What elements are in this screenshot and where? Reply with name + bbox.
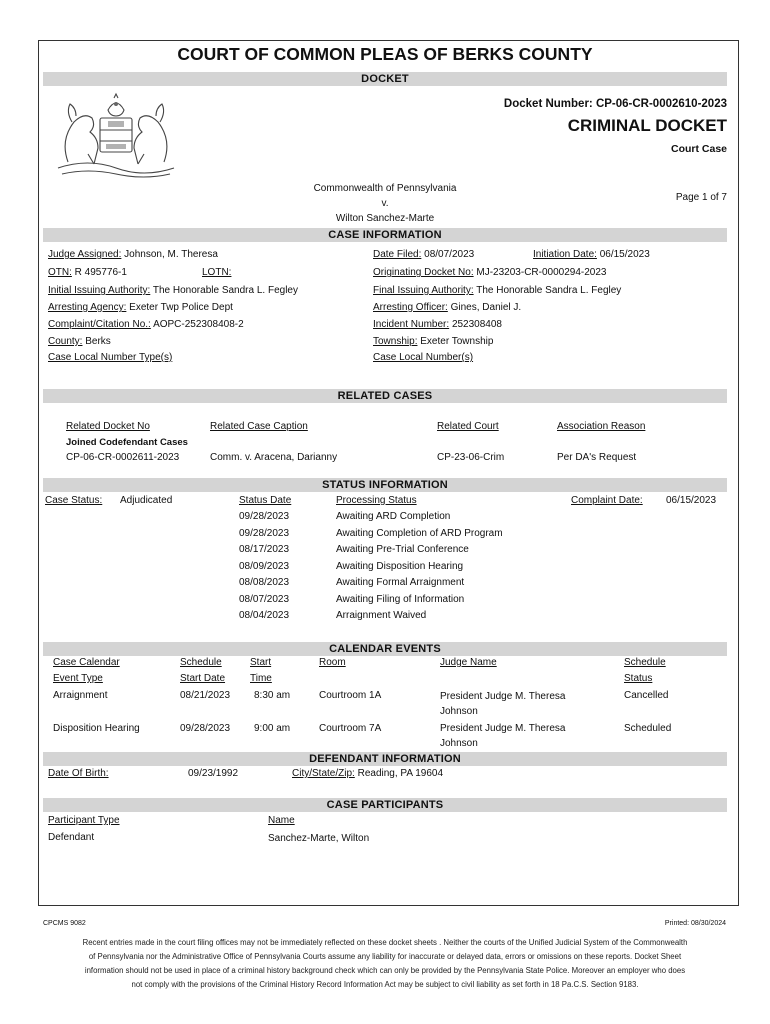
- disclaimer: Recent entries made in the court filing offices may not be immediately reflected on these docket sheets . Neither the courts of the Unified Judicial System of the Commonwealth of Pennsylvania nor the Administrative Office of Pennsylvania Courts assume any liability for inaccurate or delayed data, errors or omissions on these reports. Docket Sheet information should not be used in place of a criminal history background check which can only be provided by the Pennsylvania State Police. Moreover an employer who does not comply with the provisions of the Criminal History Record Information Act may be subject to civil liability as set forth in 18 Pa.C.S. Section 9183.: [82, 938, 688, 989]
- col-room: Room: [319, 657, 346, 668]
- caption-versus: v.: [381, 198, 389, 209]
- event-time: 9:00 am: [254, 723, 291, 734]
- case-local-numbers: Case Local Number(s): [373, 352, 474, 363]
- col-participant-name: Name: [268, 815, 295, 826]
- col-schedule-date-2: Start Date: [180, 673, 226, 684]
- event-time: 8:30 am: [254, 690, 291, 701]
- col-association-reason: Association Reason: [557, 421, 646, 432]
- initiation-date: Initiation Date: 06/15/2023: [533, 249, 650, 260]
- event-room: Courtroom 7A: [319, 723, 382, 734]
- event-room: Courtroom 1A: [319, 690, 382, 701]
- dob-label: Date Of Birth:: [48, 768, 109, 779]
- complaint-citation-no: Complaint/Citation No.: AOPC-252308408-2: [48, 319, 244, 330]
- status-row-processing: Awaiting Disposition Hearing: [336, 561, 464, 572]
- caption-plaintiff: Commonwealth of Pennsylvania: [313, 183, 457, 194]
- status-row-processing: Arraignment Waived: [336, 610, 427, 621]
- arresting-agency: Arresting Agency: Exeter Twp Police Dept: [48, 302, 233, 313]
- status-row-processing: Awaiting Formal Arraignment: [336, 577, 465, 588]
- col-schedule-date: Schedule: [180, 657, 222, 668]
- pennsylvania-seal-icon: [48, 92, 184, 178]
- township: Township: Exeter Township: [373, 336, 494, 347]
- status-information-header: STATUS INFORMATION: [43, 478, 727, 492]
- city-state-zip: City/State/Zip: Reading, PA 19604: [292, 768, 444, 779]
- col-event-type-2: Event Type: [53, 673, 103, 684]
- event-judge-2: Johnson: [440, 706, 478, 717]
- dob-value: 09/23/1992: [188, 768, 239, 779]
- case-local-number-types: Case Local Number Type(s): [48, 352, 173, 363]
- status-row-date: 08/09/2023: [239, 561, 290, 572]
- col-schedule-status: Schedule: [624, 657, 666, 668]
- status-row-processing: Awaiting ARD Completion: [336, 511, 451, 522]
- related-group-label: Joined Codefendant Cases: [66, 437, 188, 448]
- col-processing-status: Processing Status: [336, 495, 417, 506]
- status-row-date: 09/28/2023: [239, 528, 290, 539]
- status-row-processing: Awaiting Pre-Trial Conference: [336, 544, 469, 555]
- county: County: Berks: [48, 336, 111, 347]
- page-indicator: Page 1 of 7: [675, 192, 727, 203]
- event-judge-2: Johnson: [440, 738, 478, 749]
- case-information-header: CASE INFORMATION: [43, 228, 727, 242]
- event-judge: President Judge M. Theresa: [440, 723, 566, 734]
- event-date: 09/28/2023: [180, 723, 231, 734]
- association-reason: Per DA's Request: [557, 452, 637, 463]
- col-related-caption: Related Case Caption: [210, 421, 308, 432]
- originating-docket: Originating Docket No: MJ-23203-CR-0000294-2023: [373, 267, 607, 278]
- status-row-date: 09/28/2023: [239, 511, 290, 522]
- case-participants-header: CASE PARTICIPANTS: [43, 798, 727, 812]
- docket-type: CRIMINAL DOCKET: [567, 116, 727, 135]
- docket-bar: DOCKET: [43, 72, 727, 86]
- lotn: LOTN:: [202, 267, 232, 278]
- col-status-date: Status Date: [239, 495, 292, 506]
- status-row-date: 08/07/2023: [239, 594, 290, 605]
- col-schedule-status-2: Status: [624, 673, 653, 684]
- event-type: Arraignment: [53, 690, 108, 701]
- col-participant-type: Participant Type: [48, 815, 120, 826]
- case-kind: Court Case: [670, 143, 727, 155]
- related-docket-no: CP-06-CR-0002611-2023: [66, 452, 180, 463]
- status-row-date: 08/17/2023: [239, 544, 290, 555]
- judge-assigned: Judge Assigned: Johnson, M. Theresa: [48, 249, 218, 260]
- event-date: 08/21/2023: [180, 690, 231, 701]
- initial-issuing-authority: Initial Issuing Authority: The Honorable Sandra L. Fegley: [48, 285, 298, 296]
- col-start-time: Start: [250, 657, 272, 668]
- event-judge: President Judge M. Theresa: [440, 691, 566, 702]
- related-cases-header: RELATED CASES: [43, 389, 727, 403]
- docket-number: Docket Number: CP-06-CR-0002610-2023: [503, 98, 727, 110]
- col-judge-name: Judge Name: [440, 657, 497, 668]
- calendar-events-header: CALENDAR EVENTS: [43, 642, 727, 656]
- event-status: Cancelled: [624, 690, 669, 701]
- defendant-information-header: DEFENDANT INFORMATION: [43, 752, 727, 766]
- date-filed: Date Filed: 08/07/2023: [373, 249, 475, 260]
- related-case-caption: Comm. v. Aracena, Darianny: [210, 452, 338, 463]
- arresting-officer: Arresting Officer: Gines, Daniel J.: [373, 302, 522, 313]
- caption-defendant: Wilton Sanchez-Marte: [335, 213, 435, 224]
- col-related-docket: Related Docket No: [66, 421, 150, 432]
- participant-type: Defendant: [48, 832, 95, 843]
- case-status: Case Status:: [45, 495, 103, 506]
- form-number: CPCMS 9082: [43, 920, 86, 927]
- court-title: COURT OF COMMON PLEAS OF BERKS COUNTY: [177, 44, 593, 64]
- status-row-date: 08/04/2023: [239, 610, 290, 621]
- otn: OTN: R 495776-1: [48, 267, 127, 278]
- status-row-processing: Awaiting Completion of ARD Program: [336, 528, 503, 539]
- complaint-date-label: Complaint Date:: [571, 495, 643, 506]
- col-event-type: Case Calendar: [53, 657, 120, 668]
- related-court: CP-23-06-Crim: [437, 452, 505, 463]
- event-type: Disposition Hearing: [53, 723, 140, 734]
- case-status-value: Adjudicated: [120, 495, 173, 506]
- col-start-time-2: Time: [250, 673, 272, 684]
- status-row-date: 08/08/2023: [239, 577, 290, 588]
- incident-number: Incident Number: 252308408: [373, 319, 502, 330]
- status-row-processing: Awaiting Filing of Information: [336, 594, 465, 605]
- event-status: Scheduled: [624, 723, 672, 734]
- participant-name: Sanchez-Marte, Wilton: [268, 833, 370, 844]
- complaint-date-value: 06/15/2023: [666, 495, 717, 506]
- col-related-court: Related Court: [437, 421, 499, 432]
- printed-date: Printed: 08/30/2024: [664, 920, 726, 927]
- final-issuing-authority: Final Issuing Authority: The Honorable Sandra L. Fegley: [373, 285, 622, 296]
